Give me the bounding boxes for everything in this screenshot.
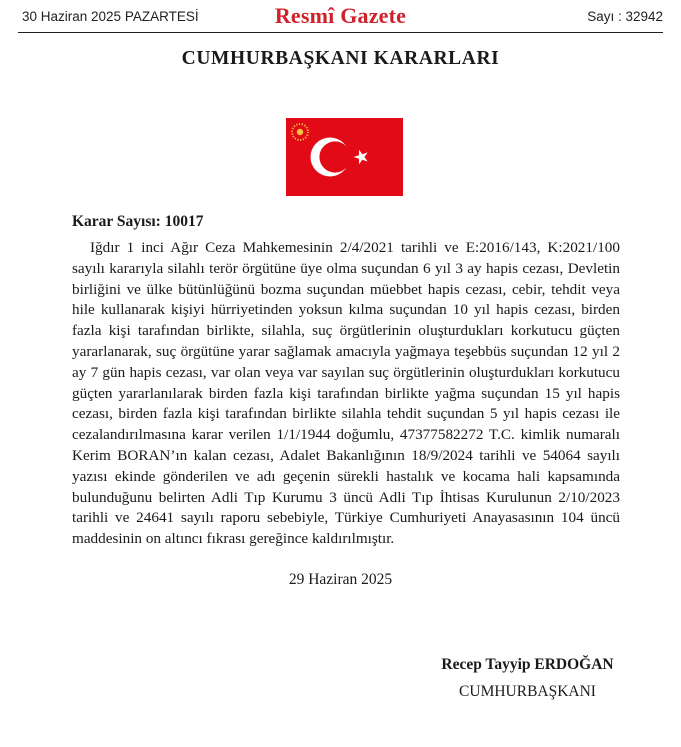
signer-name: Recep Tayyip ERDOĞAN [441,656,614,673]
presidential-emblem-core [297,129,303,135]
gazette-issue-number: Sayı : 32942 [587,9,663,24]
gazette-date: 30 Haziran 2025 PAZARTESİ [22,9,199,24]
section-title: CUMHURBAŞKANI KARARLARI [181,48,500,69]
header-divider [18,32,663,33]
decision-number: Karar Sayısı: 10017 [72,213,204,230]
crescent-inner [319,141,350,172]
turkish-flag-icon [286,118,403,196]
signature-date: 29 Haziran 2025 [288,571,393,588]
gazette-title: Resmî Gazete [274,3,407,28]
signer-title: CUMHURBAŞKANI [459,683,596,700]
decision-body: Iğdır 1 inci Ağır Ceza Mahkemesinin 2/4/2021 tarihli ve E:2016/143, K:2021/100 sayılı kararıyla silahlı terör örgütüne üye olma suçundan 6 yıl 3 ay hapis cezası, Devletin birliğini ve ülke bütünlüğünü bozma suçundan müebbet hapis cezası, cebir, tehdit veya hile kullanarak kişiyi hürriyetinden yoksun kılma suçundan 10 yıl hapis cezası, birden fazla kişi tarafından birlikte, silahla, suç örgütlerinin oluşturdukları korkutucu güçten yararlanarak, suç örgütüne yarar sağlamak amacıyla yağmaya teşebbüs suçundan 12 yıl 2 ay 7 gün hapis cezası, var olan veya var sayılan suç örgütlerinin oluşturdukları korkutucu güçten yararlanılarak birden fazla kişi tarafından birlikte yağma suçundan 15 yıl hapis cezası, birden fazla kişi tarafından birlikte silahla tehdit suçundan 5 yıl hapis cezası ile cezalandırılmasına karar verilen 1/1/1944 doğumlu, 47377582272 T.C. kimlik numaralı Kerim BORAN’ın kalan cezası, Adalet Bakanlığının 18/9/2024 tarihli ve 54064 sayılı yazısı ekinde gönderilen ve adı geçenin sürekli hastalık ve kocama hali kapsamında bulunduğunu belirten Adli Tıp Kurumu 3 üncü Adli Tıp İhtisas Kurulunun 2/10/2023 tarihli ve 24641 sayılı raporu sebebiyle, Türkiye Cumhuriyeti Anayasasının 104 üncü maddesinin on altıncı fıkrası gereğince kaldırılmıştır. [72,239,620,548]
